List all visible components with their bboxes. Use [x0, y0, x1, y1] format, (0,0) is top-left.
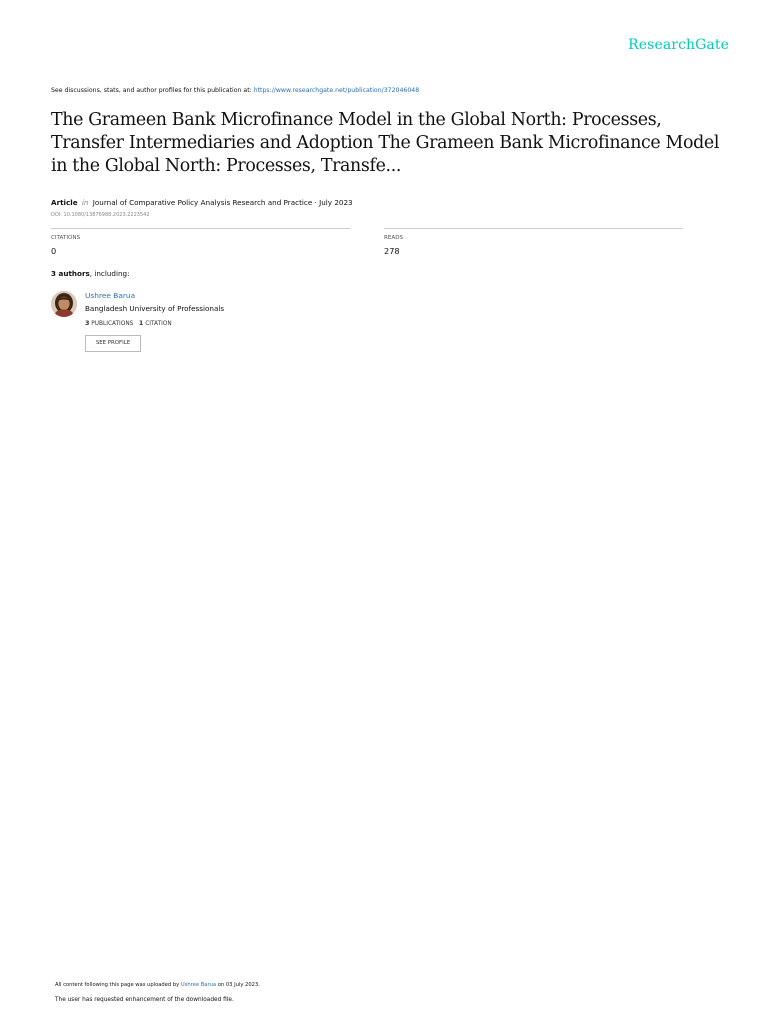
citations-label: CITATIONS [51, 235, 81, 241]
author-citations-label: CITATION [145, 321, 172, 327]
publication-url-link[interactable]: https://www.researchgate.net/publication/372046048 [253, 87, 420, 94]
publication-link-line [51, 87, 419, 94]
see-profile-button[interactable]: SEE PROFILE [85, 335, 141, 352]
researchgate-logo[interactable]: ResearchGate [628, 37, 729, 53]
avatar[interactable] [51, 291, 77, 317]
publication-title: The Grameen Bank Microfinance Model in the Global North: Processes, Transfer Intermediaries and Adoption The Grameen Bank Microfinance Model in the Global North: Processes, Transfe... [51, 110, 720, 176]
journal-venue[interactable]: Journal of Comparative Policy Analysis Research and Practice · July 2023 [92, 198, 353, 207]
authors-heading [51, 269, 130, 278]
author-name-link[interactable]: Ushree Barua [85, 291, 136, 300]
reads-label: READS [384, 235, 404, 241]
publication-meta [51, 198, 353, 207]
upload-prefix: All content following this page was uploaded by [55, 982, 181, 988]
authors-count: 3 authors [51, 269, 90, 278]
citations-divider [51, 228, 350, 229]
uploader-link[interactable]: Ushree Barua [180, 982, 217, 988]
authors-suffix: , including: [89, 269, 130, 278]
author-stats [85, 319, 172, 327]
reads-value: 278 [384, 246, 400, 256]
upload-note [55, 982, 260, 988]
citations-value: 0 [51, 246, 57, 256]
upload-suffix: on 03 July 2023. [216, 982, 260, 988]
author-photo-icon [51, 291, 77, 317]
author-citations-count: 1 [138, 319, 144, 327]
intro-text: See discussions, stats, and author profiles for this publication at: [51, 87, 254, 94]
enhancement-note: The user has requested enhancement of the downloaded file. [55, 997, 234, 1003]
publication-type: Article [51, 198, 78, 207]
in-label: in [81, 198, 89, 207]
reads-divider [384, 228, 683, 229]
publications-count: 3 [85, 319, 90, 327]
author-institution: Bangladesh University of Professionals [85, 304, 225, 313]
doi-text: DOI: 10.1080/13876988.2023.2223542 [51, 212, 150, 218]
publications-label: PUBLICATIONS [91, 321, 134, 327]
